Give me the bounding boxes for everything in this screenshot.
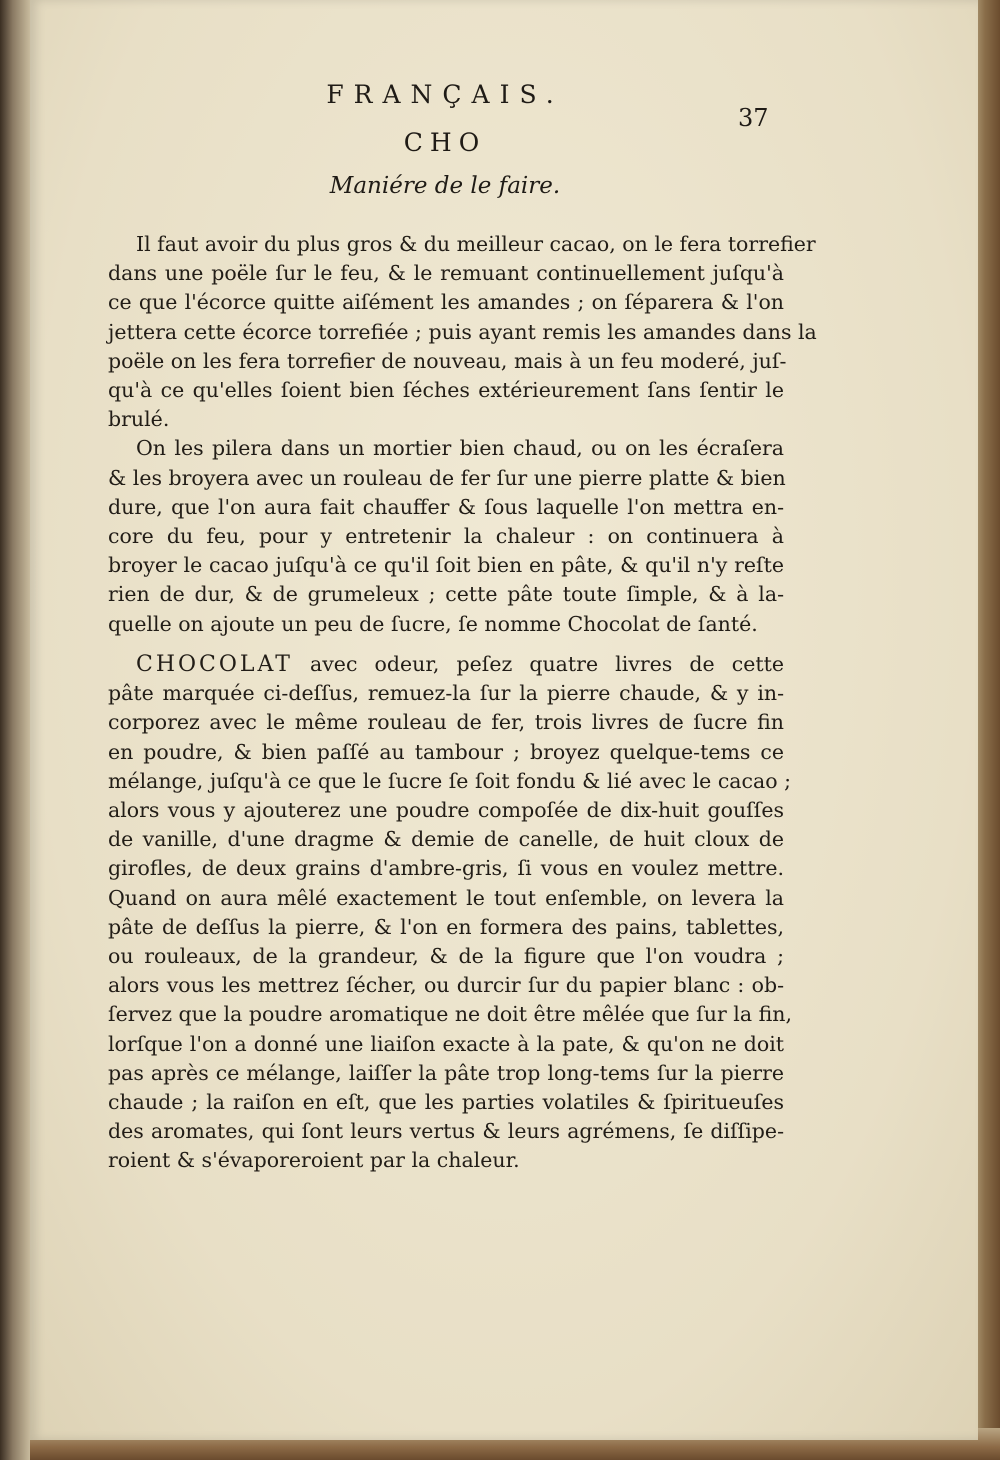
- text-line: qu'à ce qu'elles ſoient bien ſéches extérieurement ſans ſentir le: [108, 378, 784, 403]
- text-line: Quand on aura mêlé exactement le tout enſemble, on levera la: [108, 885, 784, 910]
- text-line: brulé.: [108, 407, 170, 432]
- text-line: mélange, juſqu'à ce que le ſucre ſe ſoit fondu & lié avec le cacao ;: [108, 768, 791, 793]
- text-line: Il faut avoir du plus gros & du meilleur cacao, on le fera torrefier: [136, 232, 816, 256]
- text-line: alors vous y ajouterez une poudre compoſée de dix-huit gouſſes: [108, 798, 784, 823]
- text-line: girofles, de deux grains d'ambre-gris, ſi vous en voulez mettre.: [108, 856, 784, 881]
- subhead: CHO: [403, 128, 487, 157]
- text-line: poële on les fera torrefier de nouveau, mais à un feu moderé, juſ-: [108, 348, 787, 373]
- text-line: quelle on ajoute un peu de ſucre, ſe nomme Chocolat de ſanté.: [108, 611, 758, 636]
- text-line: On les pilera dans un mortier bien chaud, ou on les écraſera: [136, 436, 784, 461]
- text-line: de vanille, d'une dragme & demie de canelle, de huit cloux de: [108, 827, 784, 852]
- lead-word: CHOCOLAT: [136, 652, 293, 677]
- paragraph-block: [108, 230, 817, 639]
- text-line: dans une poële ſur le feu, & le remuant continuellement juſqu'à: [108, 261, 784, 286]
- text-line: roient & s'évaporeroient par la chaleur.: [108, 1148, 520, 1173]
- text-line: ou rouleaux, de la grandeur, & de la figure que l'on voudra ;: [108, 944, 784, 969]
- running-head: FRANÇAIS.: [326, 80, 564, 109]
- text-line: chaude ; la raiſon en eſt, que les parties volatiles & ſpiritueuſes: [108, 1090, 784, 1115]
- paragraph-block: [108, 650, 792, 1176]
- text-line: en poudre, & bien paſſé au tambour ; broyez quelque-tems ce: [108, 739, 784, 764]
- book-gutter: [0, 0, 32, 1460]
- text-line: core du feu, pour y entretenir la chaleur : on continuera à: [108, 524, 784, 549]
- page-number: 37: [738, 104, 769, 132]
- text-line: rien de dur, & de grumeleux ; cette pâte toute ſimple, & à la-: [108, 582, 784, 607]
- text-line: corporez avec le même rouleau de fer, trois livres de ſucre fin: [108, 710, 784, 735]
- section-title: Maniére de le faire.: [329, 173, 561, 199]
- text-line: ce que l'écorce quitte aiſément les amandes ; on ſéparera & l'on: [108, 290, 784, 315]
- text-line: & les broyera avec un rouleau de fer ſur une pierre platte & bien: [108, 465, 786, 490]
- text-line: pas après ce mélange, laiſſer la pâte trop long-tems ſur la pierre: [108, 1060, 784, 1085]
- text-line: ſervez que la poudre aromatique ne doit être mêlée que ſur la fin,: [108, 1002, 792, 1027]
- text-line: dure, que l'on aura fait chauffer & ſous laquelle l'on mettra en-: [108, 494, 784, 519]
- text-line: des aromates, qui ſont leurs vertus & leurs agrémens, ſe diſſipe-: [108, 1119, 784, 1144]
- text-line: [108, 650, 784, 679]
- text-fragment: avec odeur, peſez quatre livres de cette: [292, 652, 784, 676]
- text-line: pâte de deſſus la pierre, & l'on en formera des pains, tablettes,: [108, 914, 784, 939]
- text-line: broyer le cacao juſqu'à ce qu'il ſoit bien en pâte, & qu'il n'y reſte: [108, 553, 784, 578]
- text-line: jettera cette écorce torrefiée ; puis ayant remis les amandes dans la: [108, 319, 817, 344]
- text-line: lorſque l'on a donné une liaiſon exacte à la pate, & qu'on ne doit: [108, 1031, 784, 1056]
- text-line: pâte marquée ci-deſſus, remuez-la ſur la pierre chaude, & y in-: [108, 681, 784, 706]
- text-line: alors vous les mettrez ſécher, ou durcir ſur du papier blanc : ob-: [108, 973, 784, 998]
